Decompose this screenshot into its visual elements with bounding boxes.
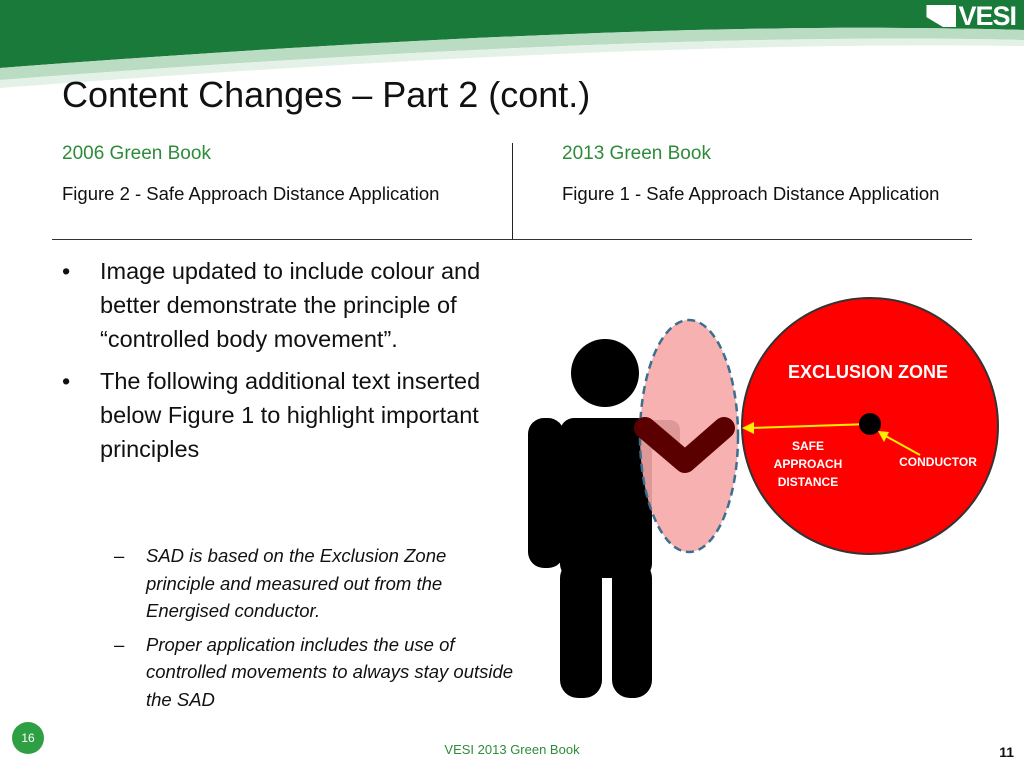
column-heading-2013: 2013 Green Book: [562, 143, 711, 164]
bullet-text: The following additional text inserted below Figure 1 to highlight important principles: [100, 368, 481, 462]
sub-bullet-text: Proper application includes the use of controlled movements to always stay outside the SAD: [146, 633, 514, 710]
sub-bullet-item: [114, 631, 514, 714]
vesi-logo-mark-icon: [926, 5, 956, 27]
vesi-logo-text: VESI: [958, 0, 1016, 31]
sad-label-line-2: APPROACH: [773, 457, 843, 471]
bullet-list: [62, 254, 512, 474]
page-badge: 16: [12, 722, 44, 754]
bullet-item: [62, 254, 512, 356]
sub-bullet-item: [114, 542, 514, 625]
caption-2013: Figure 1 - Safe Approach Distance Application: [562, 183, 940, 204]
conductor-dot: [859, 413, 881, 435]
slide-title: Content Changes – Part 2 (cont.): [62, 74, 591, 115]
column-divider: [512, 143, 513, 240]
footer-text: VESI 2013 Green Book: [444, 742, 580, 757]
dash-icon: –: [114, 633, 125, 655]
sad-label-line-3: DISTANCE: [777, 475, 839, 489]
dash-icon: –: [114, 545, 125, 566]
vesi-logo: [926, 2, 1016, 30]
sub-bullet-text: SAD is based on the Exclusion Zone principle and measured out from the Energised conductor.: [146, 545, 447, 621]
bullet-dot-icon: •: [62, 368, 71, 394]
column-heading-2006: 2006 Green Book: [62, 143, 211, 164]
caption-2006: Figure 2 - Safe Approach Distance Application: [62, 183, 440, 204]
conductor-label: CONDUCTOR: [899, 455, 977, 469]
safe-approach-distance-figure: [520, 290, 1010, 710]
slide-number: 11: [999, 744, 1014, 760]
bullet-text: Image updated to include colour and better demonstrate the principle of “controlled body movement”.: [100, 258, 481, 352]
table-rule: [52, 239, 972, 240]
sub-bullet-list: [114, 542, 514, 719]
exclusion-zone-label: EXCLUSION ZONE: [787, 362, 949, 382]
sad-label-line-1: SAFE: [791, 439, 825, 453]
bullet-item: [62, 364, 512, 466]
bullet-dot-icon: •: [62, 258, 71, 284]
